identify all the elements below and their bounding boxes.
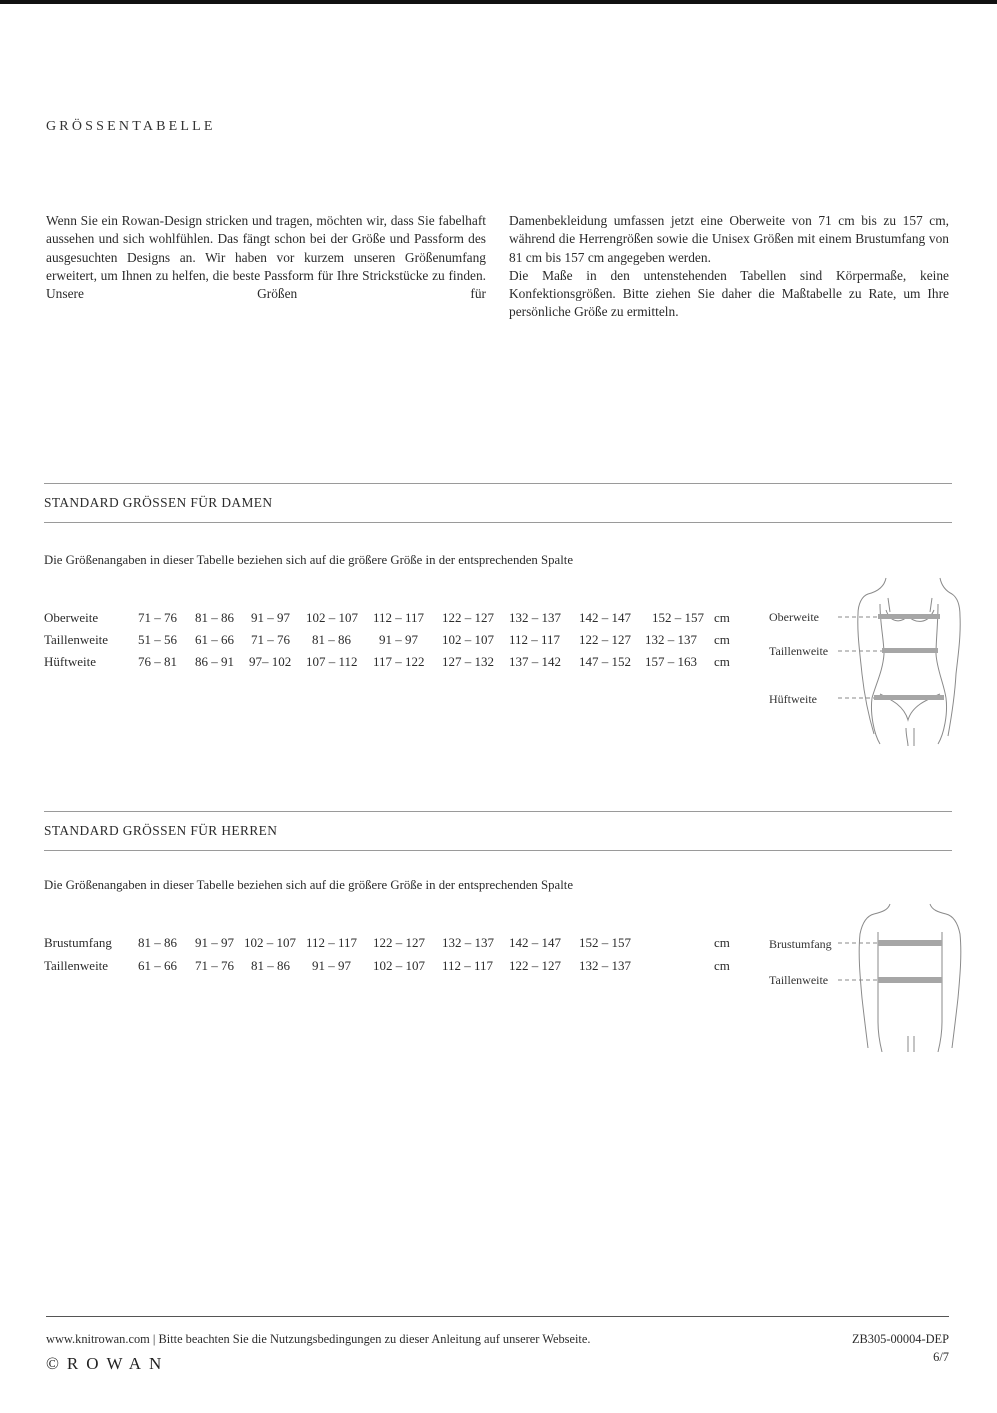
unit-cell: cm bbox=[714, 632, 730, 647]
unit-cell: cm bbox=[714, 935, 730, 950]
size-cell: 81 – 86 bbox=[138, 935, 177, 950]
size-cell: 122 – 127 bbox=[373, 935, 425, 950]
size-cell: 97– 102 bbox=[249, 654, 292, 669]
size-cell: 132 – 137 bbox=[579, 958, 631, 973]
row-label: Oberweite bbox=[44, 610, 99, 625]
row-label: Hüftweite bbox=[44, 654, 96, 669]
size-cell: 117 – 122 bbox=[373, 654, 425, 669]
size-cell: 81 – 86 bbox=[251, 958, 290, 973]
damen-note: Die Größenangaben in dieser Tabelle beziehen sich auf die größere Größe in der entsprechenden Spalte bbox=[44, 553, 574, 567]
intro-right-paragraph-1: Damenbekleidung umfassen jetzt eine Oberweite von 71 cm bis zu 157 cm, während die Herrengrößen sowie die Unisex Größen mit einem Brustumfang von 81 cm bis 157 cm angegeben werden. bbox=[509, 213, 949, 265]
damen-heading: STANDARD GRÖSSEN FÜR DAMEN bbox=[44, 495, 273, 510]
size-cell: 132 – 137 bbox=[645, 632, 697, 647]
brustumfang-band bbox=[878, 940, 942, 946]
damen-figure-label-hueftweite: Hüftweite bbox=[769, 692, 817, 706]
rowan-logo: ©ROWAN bbox=[46, 1354, 170, 1373]
unit-cell: cm bbox=[714, 958, 730, 973]
intro-right-column bbox=[509, 212, 949, 322]
size-cell: 71 – 76 bbox=[195, 958, 234, 973]
size-cell: 91 – 97 bbox=[312, 958, 351, 973]
size-cell: 112 – 117 bbox=[442, 958, 494, 973]
size-cell: 91 – 97 bbox=[379, 632, 418, 647]
size-cell: 142 – 147 bbox=[579, 610, 631, 625]
damen-rule-bottom bbox=[44, 522, 952, 523]
size-cell: 122 – 127 bbox=[579, 632, 631, 647]
size-cell: 81 – 86 bbox=[195, 610, 234, 625]
footer-rule bbox=[46, 1316, 949, 1317]
size-cell: 91 – 97 bbox=[195, 935, 234, 950]
size-cell: 107 – 112 bbox=[306, 654, 358, 669]
size-cell: 61 – 66 bbox=[195, 632, 234, 647]
damen-figure-label-taillenweite: Taillenweite bbox=[769, 644, 829, 658]
size-cell: 127 – 132 bbox=[442, 654, 494, 669]
row-label: Brustumfang bbox=[44, 935, 112, 950]
size-cell: 91 – 97 bbox=[251, 610, 290, 625]
size-cell: 71 – 76 bbox=[138, 610, 177, 625]
size-cell: 102 – 107 bbox=[442, 632, 494, 647]
size-cell: 102 – 107 bbox=[373, 958, 425, 973]
size-cell: 71 – 76 bbox=[251, 632, 290, 647]
herren-rule-bottom bbox=[44, 850, 952, 851]
size-cell: 51 – 56 bbox=[138, 632, 177, 647]
intro-right-paragraph-2: Die Maße in den untenstehenden Tabellen sind Körpermaße, keine Konfektionsgrößen. Bitte ziehen Sie daher die Maßtabelle zu Rate, um Ihre persönliche Größe zu ermitteln. bbox=[509, 267, 949, 320]
row-label: Taillenweite bbox=[44, 632, 109, 647]
herren-rule-top bbox=[44, 811, 952, 812]
damen-figure-label-oberweite: Oberweite bbox=[769, 610, 819, 624]
size-cell: 61 – 66 bbox=[138, 958, 177, 973]
herren-figure-label-taillenweite: Taillenweite bbox=[769, 973, 829, 987]
male-body-figure-icon bbox=[838, 902, 968, 1052]
oberweite-band bbox=[878, 614, 940, 619]
female-body-figure-icon bbox=[828, 574, 968, 746]
size-cell: 142 – 147 bbox=[509, 935, 561, 950]
size-cell: 152 – 157 bbox=[579, 935, 631, 950]
size-cell: 112 – 117 bbox=[509, 632, 561, 647]
herren-note: Die Größenangaben in dieser Tabelle beziehen sich auf die größere Größe in der entsprechenden Spalte bbox=[44, 878, 574, 892]
size-cell: 122 – 127 bbox=[442, 610, 494, 625]
herren-figure-label-brustumfang: Brustumfang bbox=[769, 937, 832, 951]
size-cell: 152 – 157 bbox=[652, 610, 704, 625]
document-code: ZB305-00004-DEP bbox=[851, 1332, 949, 1346]
size-cell: 81 – 86 bbox=[312, 632, 351, 647]
hueftweite-band bbox=[874, 695, 944, 700]
size-cell: 112 – 117 bbox=[373, 610, 425, 625]
taillenweite-band bbox=[882, 648, 938, 653]
size-cell: 137 – 142 bbox=[509, 654, 561, 669]
size-cell: 102 – 107 bbox=[306, 610, 358, 625]
herren-taillenweite-band bbox=[878, 977, 942, 983]
page-number: 6/7 bbox=[933, 1350, 949, 1364]
unit-cell: cm bbox=[714, 610, 730, 625]
size-cell: 157 – 163 bbox=[645, 654, 697, 669]
size-cell: 132 – 137 bbox=[442, 935, 494, 950]
page-title: GRÖSSENTABELLE bbox=[46, 119, 216, 134]
intro-left-text: Wenn Sie ein Rowan-Design stricken und tragen, möchten wir, dass Sie fabelhaft aussehen und sich wohlfühlen. Das fängt schon bei der Größe und Passform des ausgesuchten Designs an. Wir haben vor kurzem unseren Größenumfang erweitert, um Ihnen zu helfen, die beste Passform für Ihre Strickstücke zu finden. Unsere Größen für bbox=[46, 213, 486, 302]
size-cell: 147 – 152 bbox=[579, 654, 631, 669]
size-cell: 86 – 91 bbox=[195, 654, 234, 669]
size-cell: 122 – 127 bbox=[509, 958, 561, 973]
size-cell: 112 – 117 bbox=[306, 935, 358, 950]
row-label: Taillenweite bbox=[44, 958, 109, 973]
size-cell: 102 – 107 bbox=[244, 935, 296, 950]
intro-left-column bbox=[46, 212, 486, 303]
damen-rule-top bbox=[44, 483, 952, 484]
herren-heading: STANDARD GRÖSSEN FÜR HERREN bbox=[44, 823, 278, 838]
size-cell: 132 – 137 bbox=[509, 610, 561, 625]
top-border bbox=[0, 0, 997, 4]
unit-cell: cm bbox=[714, 654, 730, 669]
footer-text: www.knitrowan.com | Bitte beachten Sie die Nutzungsbedingungen zu dieser Anleitung auf unserer Webseite. bbox=[46, 1332, 591, 1346]
size-cell: 76 – 81 bbox=[138, 654, 177, 669]
